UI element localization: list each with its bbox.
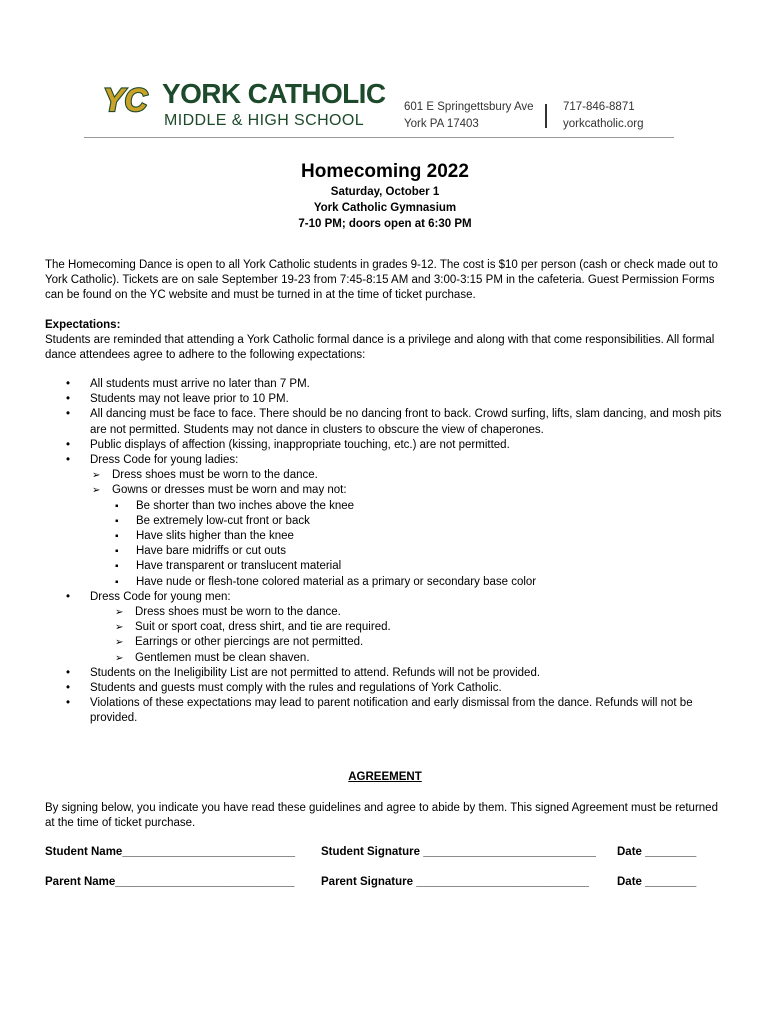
event-location: York Catholic Gymnasium bbox=[313, 202, 457, 214]
school-logo bbox=[101, 78, 386, 132]
address-line1: 601 E Springettsbury Ave bbox=[404, 101, 534, 113]
expectations-heading: Expectations: bbox=[45, 319, 121, 331]
gown-rule-item: ▪ Be shorter than two inches above the knee bbox=[112, 499, 730, 514]
address-line2: York PA 17403 bbox=[404, 118, 479, 130]
list-item-dress-code-men bbox=[45, 590, 730, 666]
sub-list-item: ➢ Earrings or other piercings are not permitted. bbox=[113, 635, 730, 650]
expectations-list bbox=[45, 377, 730, 727]
event-time: 7-10 PM; doors open at 6:30 PM bbox=[298, 218, 472, 230]
school-subtitle: MIDDLE & HIGH SCHOOL bbox=[164, 112, 365, 129]
dress-code-men-label: • Dress Code for young men: bbox=[90, 590, 231, 603]
list-item: • Students and guests must comply with the rules and regulations of York Catholic. bbox=[45, 681, 730, 696]
list-item-dress-code-ladies bbox=[45, 453, 730, 590]
sub-list-item: ➢ Dress shoes must be worn to the dance. bbox=[113, 605, 730, 620]
agreement-heading: AGREEMENT bbox=[348, 771, 422, 783]
intro-paragraph: The Homecoming Dance is open to all York Catholic students in grades 9-12. The cost is $10 per person (cash or check made out to York Catholic). Tickets are on sale September 19-23 from 7:45-8:15 AM and 3:00-3:15 PM in the cafeteria. Guest Permission Forms can be found on the YC website and must be turned in at the time of ticket purchase. bbox=[45, 259, 718, 302]
student-name-field[interactable]: Student Name___________________________ bbox=[45, 846, 296, 858]
agreement-paragraph: By signing below, you indicate you have read these guidelines and agree to abide by them. This signed Agreement must be returned at the time of ticket purchase. bbox=[45, 802, 718, 830]
gown-rule-item: ▪ Have slits higher than the knee bbox=[112, 529, 730, 544]
expectations-intro: Students are reminded that attending a York Catholic formal dance is a privilege and along with that come responsibilities. All formal dance attendees agree to adhere to the following expectations: bbox=[45, 334, 715, 362]
header-rule bbox=[84, 137, 674, 138]
parent-date-field[interactable]: Date ________ bbox=[617, 876, 697, 888]
website: yorkcatholic.org bbox=[563, 118, 644, 130]
parent-signature-field[interactable]: Parent Signature ___________________________ bbox=[321, 876, 589, 888]
student-signature-field[interactable]: Student Signature ___________________________ bbox=[321, 846, 596, 858]
list-item: • Violations of these expectations may lead to parent notification and early dismissal from the dance. Refunds will not be provided. bbox=[45, 696, 730, 726]
school-contact bbox=[563, 99, 644, 133]
yc-logo-mark bbox=[101, 82, 159, 116]
gowns-label: ➢ Gowns or dresses must be worn and may not: bbox=[112, 484, 347, 497]
sub-list-item-gowns bbox=[90, 483, 730, 589]
list-item: • Students on the Ineligibility List are not permitted to attend. Refunds will not be provided. bbox=[45, 666, 730, 681]
expectations-section bbox=[45, 318, 725, 364]
school-address bbox=[404, 99, 534, 133]
list-item: • Students may not leave prior to 10 PM. bbox=[45, 392, 730, 407]
event-header bbox=[0, 160, 770, 232]
student-date-field[interactable]: Date ________ bbox=[617, 846, 697, 858]
list-item: • Public displays of affection (kissing, inappropriate touching, etc.) are not permitted. bbox=[45, 438, 730, 453]
gown-rule-item: ▪ Have nude or flesh-tone colored material as a primary or secondary base color bbox=[112, 575, 730, 590]
list-item: • All students must arrive no later than 7 PM. bbox=[45, 377, 730, 392]
sub-list-item: ➢ Dress shoes must be worn to the dance. bbox=[90, 468, 730, 483]
dress-code-ladies-label: • Dress Code for young ladies: bbox=[90, 454, 239, 467]
gown-rule-item: ▪ Have transparent or translucent material bbox=[112, 559, 730, 574]
sub-list-item: ➢ Gentlemen must be clean shaven. bbox=[113, 651, 730, 666]
list-item: • All dancing must be face to face. There should be no dancing front to back. Crowd surfing, lifts, slam dancing, and mosh pits are not permitted. Students may not dance in clusters to obscure the view of chaperones. bbox=[45, 407, 730, 437]
page-title: Homecoming 2022 bbox=[301, 161, 469, 182]
school-name: YORK CATHOLIC bbox=[162, 78, 386, 109]
logo-mark-text: YC bbox=[103, 82, 148, 116]
gown-rule-item: ▪ Have bare midriffs or cut outs bbox=[112, 544, 730, 559]
phone-number: 717-846-8871 bbox=[563, 101, 635, 113]
header-divider bbox=[545, 104, 547, 128]
sub-list-item: ➢ Suit or sport coat, dress shirt, and tie are required. bbox=[113, 620, 730, 635]
gown-rule-item: ▪ Be extremely low-cut front or back bbox=[112, 514, 730, 529]
event-date: Saturday, October 1 bbox=[330, 186, 440, 198]
parent-name-field[interactable]: Parent Name____________________________ bbox=[45, 876, 295, 888]
